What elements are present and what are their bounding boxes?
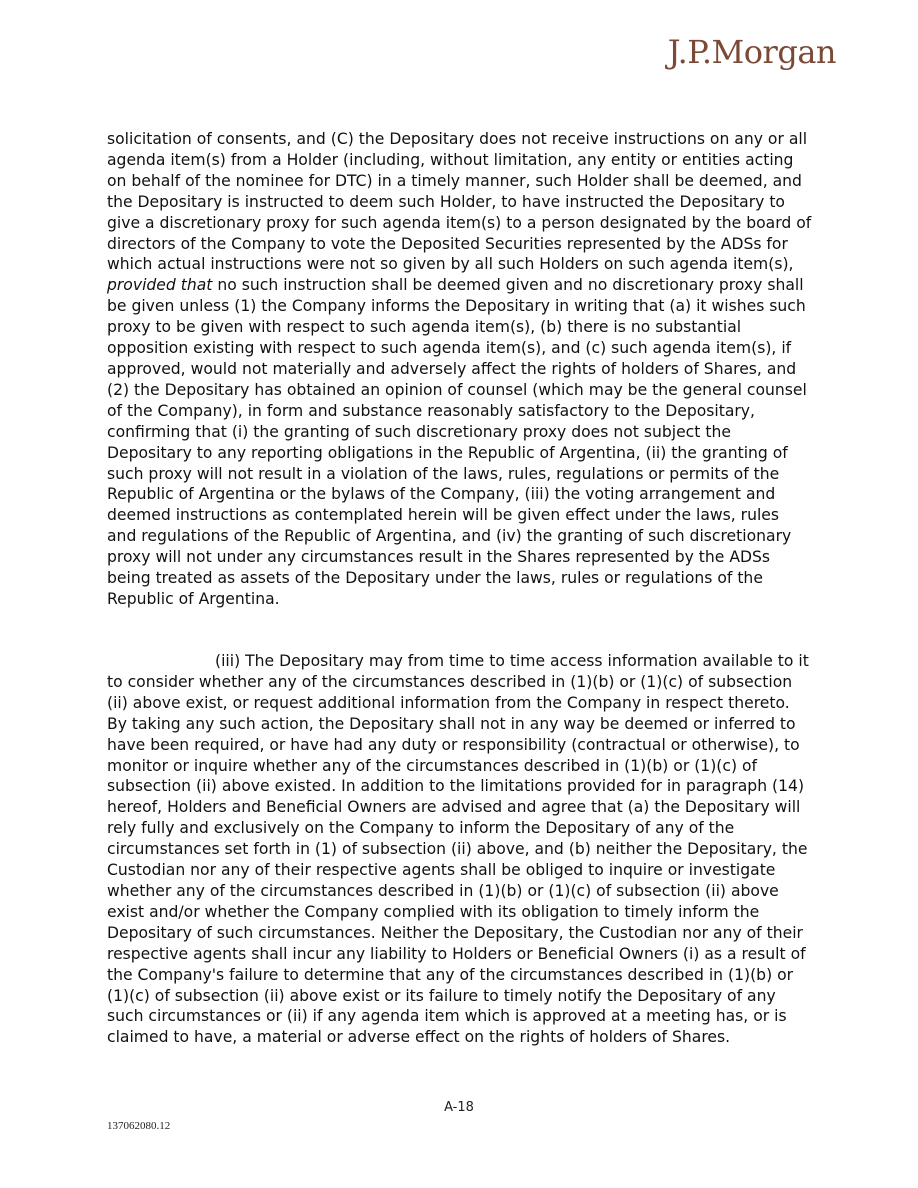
para1-text-end: no such instruction shall be deemed given and no discretionary proxy shall be given unless (1) the Company informs the Depositary in writing that (a) it wishes such proxy to be given with respect to such agenda item(s), (b) there is no substantial opposition existing with respect to such agenda item(s), and (c) such agenda item(s), if approved, would not materially and adversely affect the rights of holders of Shares, and (2) the Depositary has obtained an opinion of counsel (which may be the general counsel of the Company), in form and substance reasonably satisfactory to the Depositary, confirming that (i) the granting of such discretionary proxy does not subject the Depositary to any reporting obligations in the Republic of Argentina, (ii) the granting of such proxy will not result in a violation of the laws, rules, regulations or permits of the Republic of Argentina or the bylaws of the Company, (iii) the voting arrangement and deemed instructions as contemplated herein will be given effect under the laws, rules and regulations of the Republic of Argentina, and (iv) the granting of such discretionary proxy will not under any circumstances result in the Shares represented by the ADSs being treated as assets of the Depositary under the laws, rules or regulations of the Republic of Argentina.	[107, 276, 807, 608]
body-paragraph-1	[107, 129, 812, 610]
para1-text-start: solicitation of consents, and (C) the Depositary does not receive instructions on any or all agenda item(s) from a Holder (including, without limitation, any entity or entities acting on behalf of the nominee for DTC) in a timely manner, such Holder shall be deemed, and the Depositary is instructed to deem such Holder, to have instructed the Depositary to give a discretionary proxy for such agenda item(s) to a person designated by the board of directors of the Company to vote the Deposited Securities represented by the ADSs for which actual instructions were not so given by all such Holders on such agenda item(s),	[107, 130, 812, 274]
jpmorgan-logo: J.P.Morgan	[667, 33, 836, 71]
para1-italic-phrase: provided that	[107, 276, 213, 295]
document-id: 137062080.12	[107, 1120, 171, 1132]
body-paragraph-2: (iii) The Depositary may from time to time access information available to it to consider whether any of the circumstances described in (1)(b) or (1)(c) of subsection (ii) above exist, or request additional information from the Company in respect thereto. By taking any such action, the Depositary shall not in any way be deemed or inferred to have been required, or have had any duty or responsibility (contractual or otherwise), to monitor or inquire whether any of the circumstances described in (1)(b) or (1)(c) of subsection (ii) above existed. In addition to the limitations provided for in paragraph (14) hereof, Holders and Beneficial Owners are advised and agree that (a) the Depositary will rely fully and exclusively on the Company to inform the Depositary of any of the circumstances set forth in (1) of subsection (ii) above, and (b) neither the Depositary, the Custodian nor any of their respective agents shall be obliged to inquire or investigate whether any of the circumstances described in (1)(b) or (1)(c) of subsection (ii) above exist and/or whether the Company complied with its obligation to timely inform the Depositary of such circumstances. Neither the Depositary, the Custodian nor any of their respective agents shall incur any liability to Holders or Beneficial Owners (i) as a result of the Company's failure to determine that any of the circumstances described in (1)(b) or (1)(c) of subsection (ii) above exist or its failure to timely notify the Depositary of any such circumstances or (ii) if any agenda item which is approved at a meeting has, or is claimed to have, a material or adverse effect on the rights of holders of Shares.	[107, 652, 809, 1047]
page-number: A-18	[444, 1100, 474, 1115]
